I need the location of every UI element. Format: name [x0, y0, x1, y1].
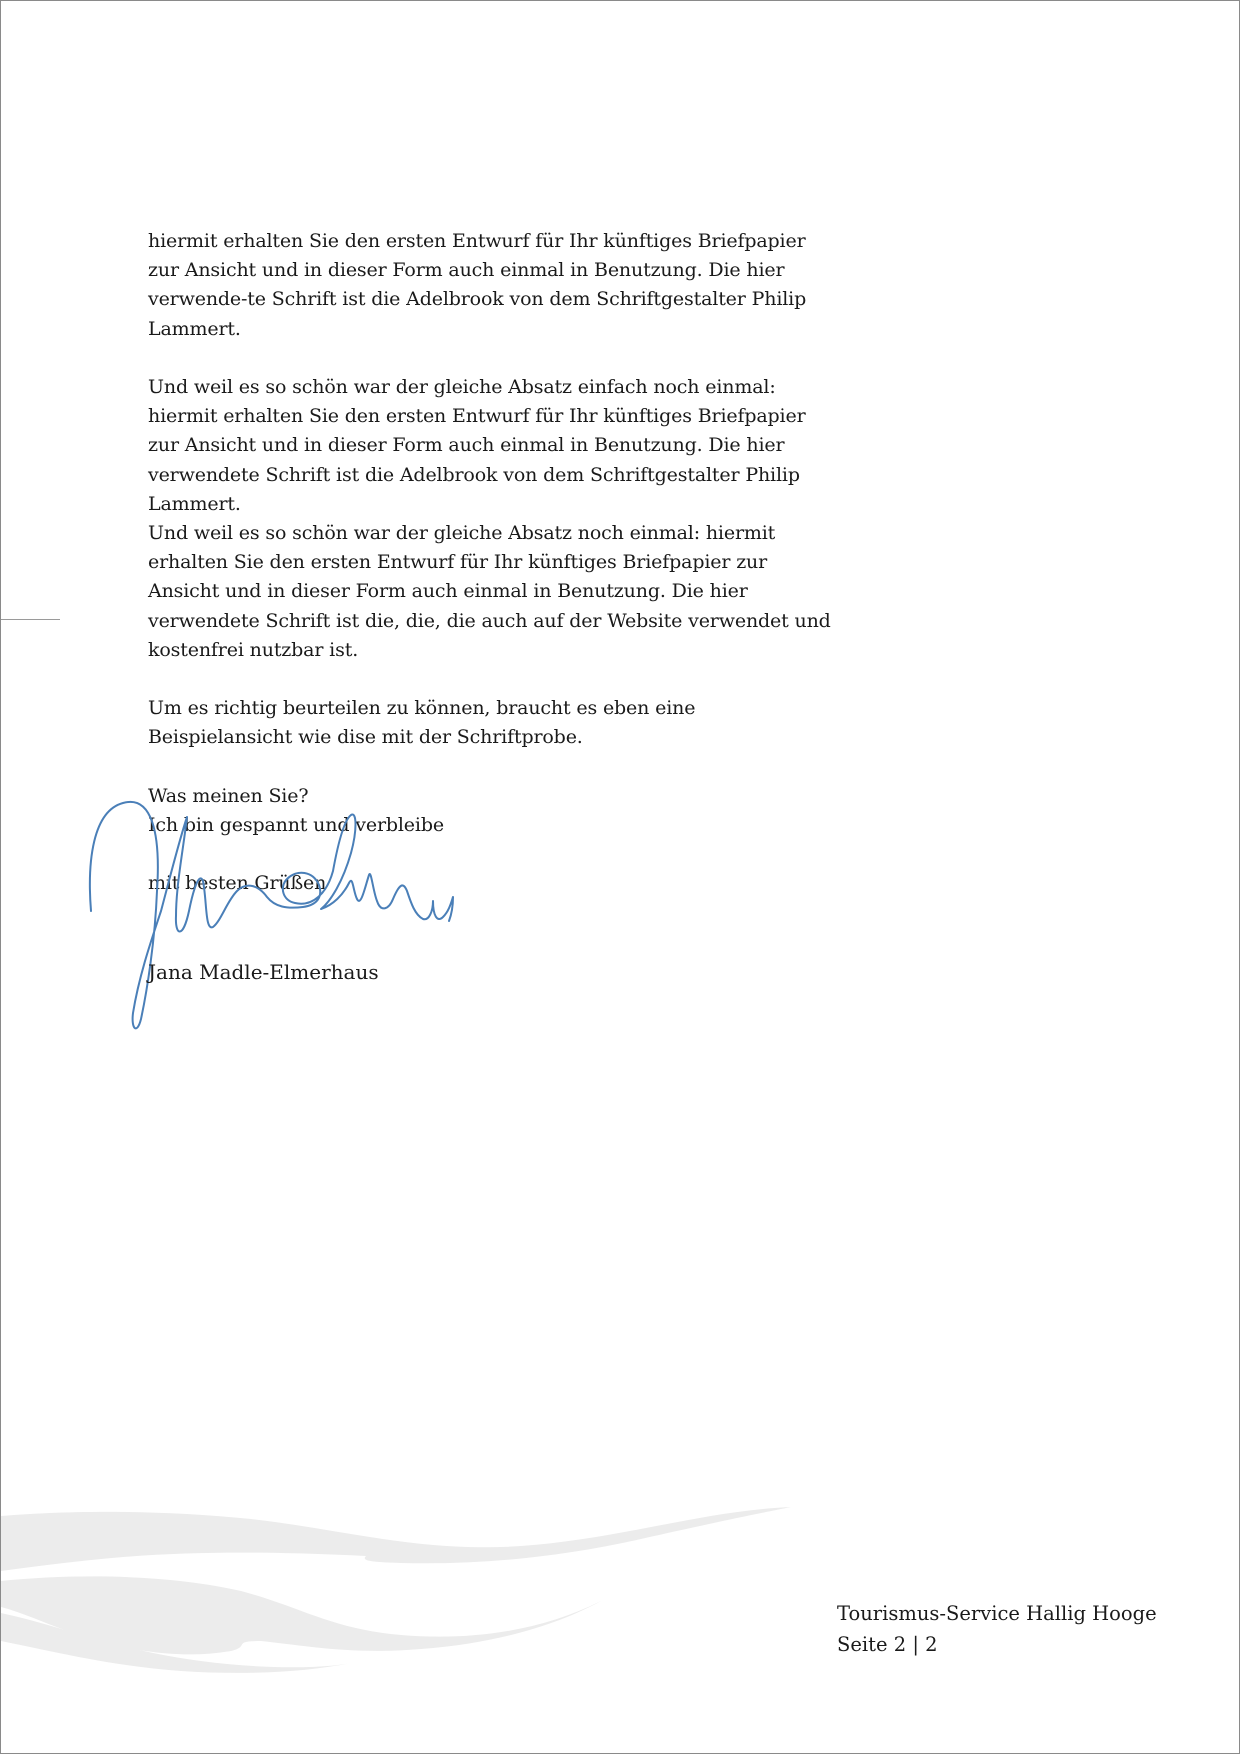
paragraph-3: Um es richtig beurteilen zu können, braucht es eben eine Beispielansicht wie dise mit der Schriftprobe.: [148, 697, 696, 749]
handwritten-signature: [81, 791, 461, 1041]
paragraph-1: hiermit erhalten Sie den ersten Entwurf für Ihr künftiges Briefpapier zur Ansicht und in dieser Form auch einmal in Benutzung. Die hier verwende-te Schrift ist die Adelbrook von dem Schriftgestalter Philip Lammert.: [148, 230, 807, 340]
footer-organization: Tourismus-Service Hallig Hooge: [837, 1602, 1157, 1625]
page-number: Seite 2 | 2: [837, 1633, 938, 1656]
footer: [837, 1598, 1157, 1660]
salutation: mit besten Grüßen: [148, 872, 327, 895]
wave-decoration: [1, 1491, 821, 1691]
fold-mark: [1, 619, 60, 620]
closing-line: Ich bin gespannt und verbleibe: [148, 814, 444, 837]
paragraph-gap: [148, 753, 838, 782]
question-line: Was meinen Sie?: [148, 784, 309, 807]
paragraph-gap: [148, 665, 838, 694]
paragraph-2b: Und weil es so schön war der gleiche Absatz noch einmal: hiermit erhalten Sie den ersten Entwurf für Ihr künftiges Briefpapier zur Ansicht und in dieser Form auch einmal in Benutzung. Die hier verwendete Schrift ist die, die, die auch auf der Website verwendet und kostenfrei nutzbar ist.: [148, 522, 831, 661]
paragraph-2a: Und weil es so schön war der gleiche Absatz einfach noch einmal: hiermit erhalten Sie den ersten Entwurf für Ihr künftiges Briefpapier zur Ansicht und in dieser Form auch einmal in Benutzung. Die hier verwendete Schrift ist die Adelbrook von dem Schriftgestalter Philip Lammert.: [148, 376, 806, 515]
signature-stroke: [90, 802, 453, 1029]
paragraph-gap: [148, 344, 838, 373]
signer-name: Jana Madle-Elmerhaus: [148, 960, 379, 984]
wave-band-upper: [1, 1507, 791, 1571]
